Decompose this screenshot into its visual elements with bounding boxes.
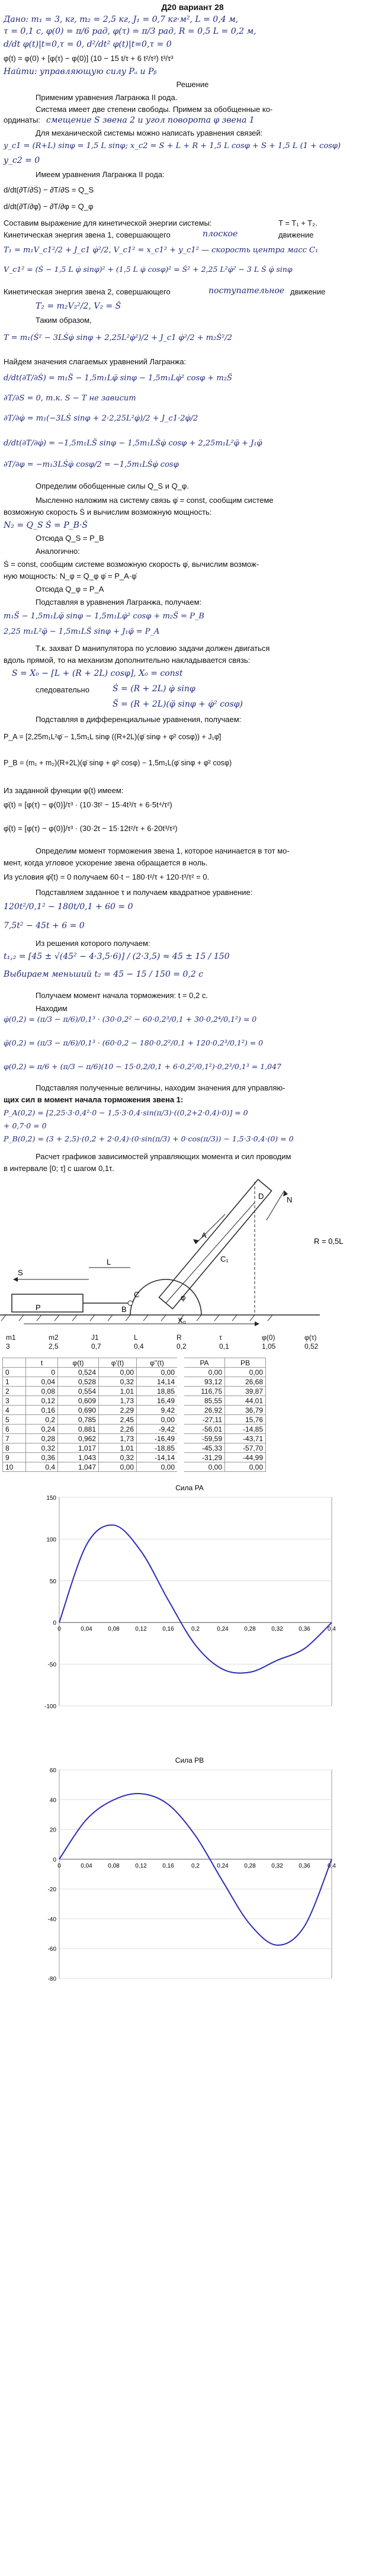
x-tick-label: 0,04 [81,1862,92,1869]
results-cell: 8 [3,1443,26,1453]
virtual-2: возможную скорость Ṡ и вычислим возможную мощность: [4,508,212,517]
kinetic-1-hand: плоское [203,229,238,239]
x-tick-label: 0 [57,1626,61,1633]
x-tick-label: 0,2 [191,1862,200,1869]
dof-text-2: ординаты: [4,116,41,124]
results-cell: 0,00 [225,1462,266,1472]
chart-title: Сила PB [175,1756,204,1765]
params-value-cell: 1,05 [262,1342,276,1350]
x-tick-label: 0,32 [271,1862,283,1869]
into-diff: Подставляя в дифференциальные уравнения, получаем: [36,715,242,724]
t2-formula: T₂ = m₂V₂²/2, V₂ = Ṡ [36,301,121,311]
x-tick-label: 0,2 [191,1626,200,1633]
deriv-1: d/dt(∂T/∂Ṡ) = m₁S̈ − 1,5m₁Lφ̈ sinφ − 1,5m₁Lφ̇² cosφ + m₂S̈ [4,374,232,383]
results-cell: -14,85 [225,1425,266,1434]
chart-pb-svg [36,1753,344,2002]
results-row [3,1377,266,1387]
find-terms: Найдем значения слагаемых уравнений Лагранжа: [4,357,187,366]
phidot-02: φ̇(0,2) = (π/3 − π/6)/0,1³ · (30·0,2² − 60·0,2³/0,1 + 30·0,2⁴/0,1²) = 0 [4,1015,257,1024]
results-cell: 0,24 [26,1425,58,1434]
results-cell: 2 [3,1387,26,1396]
given-line-5: Найти: управляющую силу Pₐ и Pᵦ [4,67,157,76]
results-cell: 2,29 [99,1406,137,1415]
roots-text: Из решения которого получаем: [36,939,150,948]
results-header-cell: t [26,1358,58,1368]
virtual-1: Мысленно наложим на систему связь φ̇ = const, сообщим системе [36,496,274,505]
results-cell: 2,45 [99,1415,137,1425]
params-value-cell: 0,52 [304,1342,319,1350]
lagrange-have: Имеем уравнения Лагранжа II рода: [36,170,165,179]
results-row [3,1406,266,1415]
given-line-2: τ = 0,1 с, φ(0) = π/6 рад, φ(τ) = π/3 рад, R = 0,5 L = 0,2 м, [4,27,256,36]
results-cell: -9,42 [137,1425,181,1434]
kinetic-1-tail: движение [278,230,314,239]
solution-heading: Решение [176,80,209,89]
label-c1: C₁ [220,1255,229,1263]
y-tick-label: 50 [49,1578,56,1585]
lagrange-eq-1: d/dt(∂T/∂Ṡ) − ∂T/∂S = Q_S [4,185,94,194]
deriv-2: ∂T/∂S = 0, т.к. S − T не зависит [4,394,136,403]
kinetic-2-tail: движение [290,287,326,296]
graph-2: в интервале [0; τ] с шагом 0,1τ. [4,1164,114,1173]
params-table [2,1333,344,1350]
results-cell: 44,01 [225,1396,266,1406]
pb-eq: P_B = (m₁ + m₂)(R+2L)(φ̈ sinφ + φ̇² cosφ) − 1,5m₁L(φ̈ sinφ + φ̇² cosφ) [4,759,232,767]
roots-2: Выбираем меньший t₂ = 45 − 15 / 150 = 0,2 с [4,970,204,979]
kinetic-2-label: Кинетическая энергия звена 2, совершающего [4,287,171,296]
results-cell: 0,609 [58,1396,99,1406]
x-tick-label: 0,04 [81,1626,92,1633]
results-cell: 0,00 [181,1368,225,1377]
results-cell: 7 [3,1434,26,1443]
graph-1: Расчет графиков зависимостей управляющих момента и сил проводим [36,1152,291,1161]
results-cell: 0,04 [26,1377,58,1387]
label-n: N [287,1195,293,1204]
label-a: A [201,1231,207,1240]
substitute: Подставляя в уравнения Лагранжа, получаем: [36,598,202,607]
results-cell: 6 [3,1425,26,1434]
similar-3: ную мощность: N_φ = Q_φ φ̇ = P_A·φ̇ [4,572,137,580]
page-title: Д20 вариант 28 [161,2,224,12]
x-tick-label: 0,12 [135,1626,147,1633]
results-cell: 18,85 [137,1387,181,1396]
params-header-cell: R [177,1333,182,1342]
params-value-cell: 2,5 [49,1342,59,1350]
results-cell: 0,785 [58,1415,99,1425]
phi-02: φ(0,2) = π/6 + (π/3 − π/6)(10 − 15·0,2/0,1 + 6·0,2²/0,1²)·0,2³/0,1³ = 1,047 [4,1062,281,1071]
label-p: P [36,1303,41,1312]
results-cell: 0,4 [26,1462,58,1472]
gen-forces: Определим обобщенные силы Q_S и Q_φ. [36,482,189,490]
params-header-cell: L [134,1333,138,1342]
results-cell: 0,00 [137,1368,181,1377]
results-cell: 16,49 [137,1396,181,1406]
results-table [2,1358,266,1472]
results-header-cell [3,1358,26,1368]
results-row [3,1453,266,1462]
label-s: S [18,1268,23,1277]
mechanism-diagram [0,1179,385,1327]
lagrange-eq-2: d/dt(∂T/∂φ̇) − ∂T/∂φ = Q_φ [4,202,94,211]
y-tick-label: 150 [46,1495,56,1502]
t1-formula: T₁ = m₁V_c1²/2 + J_c1 φ̇²/2, V_c1² = x_c1² + y_c1² — скорость центра масс C₁ [4,246,319,255]
params-header-cell: m1 [6,1333,16,1342]
qphi: Отсюда Q_φ = P_A [36,585,104,594]
brake-2: мент, когда угловое ускорение звена обращается в ноль. [4,858,208,867]
x-tick-label: 0,4 [328,1862,336,1869]
results-cell: 0,28 [26,1434,58,1443]
y-tick-label: -50 [47,1661,56,1669]
results-row [3,1462,266,1472]
x-tick-label: 0,08 [108,1862,120,1869]
results-cell: 1,73 [99,1434,137,1443]
x-tick-label: 0,36 [299,1862,310,1869]
results-cell: 0,16 [26,1406,58,1415]
results-cell: -56,01 [181,1425,225,1434]
params-value-cell: 0,1 [219,1342,229,1350]
results-cell: 0,32 [26,1443,58,1453]
qs: Отсюда Q_S = P_B [36,534,104,543]
results-cell: 85,55 [181,1396,225,1406]
pb-value: P_B(0,2) = (3 + 2,5)·(0,2 + 2·0,4)·(0·sin(π/3) + 0·cos(π/3)) − 1,5·3·0,4·(0) = 0 [4,1134,294,1143]
results-cell: 1,047 [58,1462,99,1472]
y-tick-label: 20 [49,1827,56,1834]
y-tick-label: 0 [53,1856,56,1863]
results-cell: 0,08 [26,1387,58,1396]
y-tick-label: -40 [47,1916,56,1923]
results-cell: 0,528 [58,1377,99,1387]
results-cell: 1,01 [99,1387,137,1396]
x-tick-label: 0,16 [162,1862,174,1869]
params-header-cell: J1 [91,1333,99,1342]
series-line [59,1525,332,1673]
results-row [3,1425,266,1434]
results-header-cell: φ'(t) [99,1358,137,1368]
clamp-eq: S = X₀ − [L + (R + 2L) cosφ], X₀ = const [12,669,183,678]
chart-pa-svg [36,1481,344,1730]
results-cell: -44,99 [225,1453,266,1462]
results-cell: -31,29 [181,1453,225,1462]
chart-pb [36,1753,344,2002]
results-cell: 0,00 [181,1462,225,1472]
x-tick-label: 0 [57,1862,61,1869]
results-cell: 9 [3,1453,26,1462]
x-tick-label: 0,4 [328,1626,336,1633]
brake-1: Определим момент торможения звена 1, которое начинается в тот мо- [36,846,290,855]
results-cell: 0,00 [137,1462,181,1472]
results-cell: 10 [3,1462,26,1472]
constraint-1: y_c1 = (R+L) sinφ = 1,5 L sinφ; x_c2 = S + L + R + 1,5 L cosφ + S + 1,5 L (1 + cosφ) [4,142,341,150]
results-header-row [3,1358,266,1368]
quad-2: 7,5t² − 45t + 6 = 0 [4,921,85,931]
thus: Таким образом, [36,316,92,325]
results-row [3,1396,266,1406]
params-header-row [2,1333,344,1342]
results-row [3,1387,266,1396]
plug-1: Подставляя полученные величины, находим значения для управляю- [36,1083,285,1092]
roots-1: t₁,₂ = [45 ± √(45² − 4·3,5·6)] / (2·3,5) ≈ 45 ± 15 / 150 [4,952,230,961]
results-cell: 0,690 [58,1406,99,1415]
results-cell: 0,32 [99,1453,137,1462]
deriv-5: ∂T/∂φ = −m₁3LṠφ̇ cosφ/2 = −1,5m₁LṠφ̇ cosφ [4,460,179,469]
kinetic-compose: Составим выражение для кинетической энергии системы: [4,219,212,227]
results-cell: -16,49 [137,1434,181,1443]
sub-tau: Подставляем заданное τ и получаем квадратное уравнение: [36,888,253,897]
given-line-4: φ(t) = φ(0) + [φ(τ) − φ(0)] (10 − 15 t/τ + 6 t²/τ²) t³/τ³ [4,54,174,63]
lagrange-intro: Применим уравнения Лагранжа II рода. [36,93,178,102]
diagram-radius-note: R = 0,5L [314,1237,344,1246]
results-row [3,1415,266,1425]
clamp-2: вдоль прямой, то на механизм дополнительно накладывается связь: [4,656,251,665]
results-cell: 0 [26,1368,58,1377]
params-value-cell: 0,4 [134,1342,144,1350]
x-tick-label: 0,24 [217,1626,229,1633]
params-value-cell: 0,7 [91,1342,101,1350]
results-cell: 0,2 [26,1415,58,1425]
params-header-cell: φ(τ) [304,1333,317,1342]
results-cell: 0,881 [58,1425,99,1434]
similar: Аналогично: [36,547,80,556]
results-cell: 4 [3,1406,26,1415]
deriv-3: ∂T/∂φ̇ = m₁(−3LṠ sinφ + 2·2,25L²φ̇)/2 + J_c1·2φ̇/2 [4,414,198,423]
mech-constraints: Для механической системы можно написать уравнения связей: [36,129,263,137]
results-cell: 0 [3,1368,26,1377]
plug-2: щих сил в момент начала торможения звена 1: [4,1095,184,1104]
results-cell: 1,73 [99,1396,137,1406]
find-label: Находим [36,1004,68,1013]
sddot: S̈ = (R + 2L)(φ̈ sinφ + φ̇² cosφ) [113,700,243,709]
results-cell: 15,76 [225,1415,266,1425]
brake-cond: Из условия φ̈(t) = 0 получаем 60·t − 180·t²/τ + 120·t³/τ² = 0. [4,872,210,881]
clamp-1: Т.к. захват D манипулятора по условию задачи должен двигаться [36,644,270,653]
results-cell: 0,00 [99,1462,137,1472]
pa-value-2: + 0,7·0 = 0 [4,1121,47,1130]
results-row [3,1434,266,1443]
results-cell: 36,79 [225,1406,266,1415]
x-tick-label: 0,28 [244,1862,256,1869]
results-cell: 0,554 [58,1387,99,1396]
phiddot-02: φ̈(0,2) = (π/3 − π/6)/0,1³ · (60·0,2 − 180·0,2²/0,1 + 120·0,2³/0,1²) = 0 [4,1038,264,1047]
deriv-4: d/dt(∂T/∂φ̇) = −1,5m₁LS̈ sinφ − 1,5m₁LṠφ̇ cosφ + 2,25m₁L²φ̈ + J₁φ̈ [4,439,262,448]
x-tick-label: 0,16 [162,1626,174,1633]
y-tick-label: -80 [47,1976,56,1982]
results-cell: 14,14 [137,1377,181,1387]
results-cell: 26,92 [181,1406,225,1415]
params-header-cell: φ(0) [262,1333,275,1342]
from-phi: Из заданной функции φ(t) имеем: [4,786,124,795]
results-cell: 0,00 [225,1368,266,1377]
results-cell: 116,75 [181,1387,225,1396]
chart-pa [36,1481,344,1730]
results-cell: 0,12 [26,1396,58,1406]
vc1-formula: V_c1² = (Ṡ − 1,5 L φ̇ sinφ)² + (1,5 L φ̇ cosφ)² = Ṡ² + 2,25 L²φ̇² − 3 L Ṡ φ̇ sinφ [4,265,293,274]
consequently: следовательно [36,685,89,694]
results-cell: -18,85 [137,1443,181,1453]
y-tick-label: -20 [47,1887,56,1894]
results-row [3,1443,266,1453]
label-x0: X₀ [178,1316,187,1325]
n2: N₂ = Q_S Ṡ = P_B·Ṡ [4,521,88,530]
given-line-1: Дано: m₁ = 3, кг, m₂ = 2,5 кг, J₁ = 0,7 кг·м², L = 0,4 м, [4,15,239,24]
y-tick-label: -60 [47,1946,56,1953]
label-c: C [134,1290,140,1299]
pa-eq: P_A = [2,25m₁L²φ̈ − 1,5m₁L sinφ ((R+2L)(φ̈ sinφ + φ̇² cosφ)) + J₁φ̈] [4,733,222,741]
sdot: Ṡ = (R + 2L) φ̇ sinφ [113,684,195,694]
results-cell: 1 [3,1377,26,1387]
kinetic-sum: T = T₁ + T₂. [278,219,317,227]
eq-b: 2,25 m₁L²φ̈ − 1,5m₁LS̈ sinφ + J₁φ̈ = P_A [4,627,160,636]
series-line [59,1794,332,1945]
x-tick-label: 0,28 [244,1626,256,1633]
label-phi: φ [181,1293,186,1302]
results-cell: -57,70 [225,1443,266,1453]
results-cell: 39,87 [225,1387,266,1396]
results-cell: -27,11 [181,1415,225,1425]
phi-1: φ̇(t) = [φ(τ) − φ(0)]/τ³ · (10·3t² − 15·4t³/τ + 6·5t⁴/τ²) [4,800,172,809]
y-tick-label: 0 [53,1620,56,1627]
results-header-cell: PB [225,1358,266,1368]
t-total: T = m₁(Ṡ² − 3LṠφ̇ sinφ + 2,25L²φ̇²)/2 + J_c1 φ̇²/2 + m₂Ṡ²/2 [4,333,233,342]
dof-text-1: Система имеет две степени свободы. Примем за обобщенные ко- [36,105,273,114]
results-cell: 0,962 [58,1434,99,1443]
params-header-cell: τ [219,1333,222,1342]
x-tick-label: 0,36 [299,1626,310,1633]
given-line-3: d/dt φ(t)|t=0,τ = 0, d²/dt² φ(t)|t=0,τ = 0 [4,40,172,49]
results-cell: 5 [3,1415,26,1425]
results-cell: 1,017 [58,1443,99,1453]
results-cell: 26,68 [225,1377,266,1387]
y-tick-label: 60 [49,1767,56,1774]
y-tick-label: -100 [44,1704,56,1710]
chart-title: Сила PA [175,1484,204,1492]
results-cell: 2,26 [99,1425,137,1434]
results-cell: 0,00 [99,1368,137,1377]
eq-a: m₁S̈ − 1,5m₁Lφ̈ sinφ − 1,5m₁Lφ̇² cosφ + m₂S̈ = P_B [4,612,204,621]
results-cell: 1,043 [58,1453,99,1462]
y-tick-label: 100 [46,1536,56,1544]
results-cell: -59,59 [181,1434,225,1443]
label-d: D [258,1192,264,1201]
results-header-cell: φ''(t) [137,1358,181,1368]
label-b: B [121,1305,127,1314]
brake-moment: Получаем момент начала торможения: t = 0,2 с. [36,991,208,1000]
x-tick-label: 0,08 [108,1626,120,1633]
results-cell: 0,32 [99,1377,137,1387]
results-header-cell: φ(t) [58,1358,99,1368]
plot-area [59,1770,332,1978]
constraint-2: y_c2 = 0 [4,156,40,165]
params-value-row [2,1342,344,1350]
results-cell: -45,33 [181,1443,225,1453]
phi-2: φ̈(t) = [φ(τ) − φ(0)]/τ³ · (30·2t − 15·12t²/τ + 6·20t³/τ²) [4,824,178,833]
similar-2: Ṡ = const, сообщим системе возможную скорость φ̇, вычислим возмож- [4,560,259,569]
x-tick-label: 0,12 [135,1862,147,1869]
quad-1: 120t²/0,1² − 180t/0,1 + 60 = 0 [4,902,133,912]
results-cell: 0,524 [58,1368,99,1377]
results-cell: 0,00 [137,1415,181,1425]
results-cell: 3 [3,1396,26,1406]
kinetic-1-label: Кинетическая энергия звена 1, совершающего [4,230,171,239]
results-cell: 93,12 [181,1377,225,1387]
params-value-cell: 0,2 [177,1342,187,1350]
pa-value: P_A(0,2) = [2,25·3·0,4²·0 − 1,5·3·0,4·sin(π/3)·((0,2+2·0,4)·0)] = 0 [4,1108,248,1117]
params-value-cell: 3 [6,1342,10,1350]
kinetic-2-hand: поступательное [208,286,285,296]
results-cell: 1,01 [99,1443,137,1453]
results-cell: 9,42 [137,1406,181,1415]
results-cell: -43,71 [225,1434,266,1443]
label-l: L [107,1257,111,1266]
results-header-cell: PA [181,1358,225,1368]
results-row [3,1368,266,1377]
dof-handwritten: смещение S звена 2 и угол поворота φ звена 1 [46,116,255,125]
y-tick-label: 40 [49,1797,56,1804]
results-cell: 0,36 [26,1453,58,1462]
x-tick-label: 0,32 [271,1626,283,1633]
params-header-cell: m2 [49,1333,59,1342]
results-cell: -14,14 [137,1453,181,1462]
x-tick-label: 0,24 [217,1862,229,1869]
